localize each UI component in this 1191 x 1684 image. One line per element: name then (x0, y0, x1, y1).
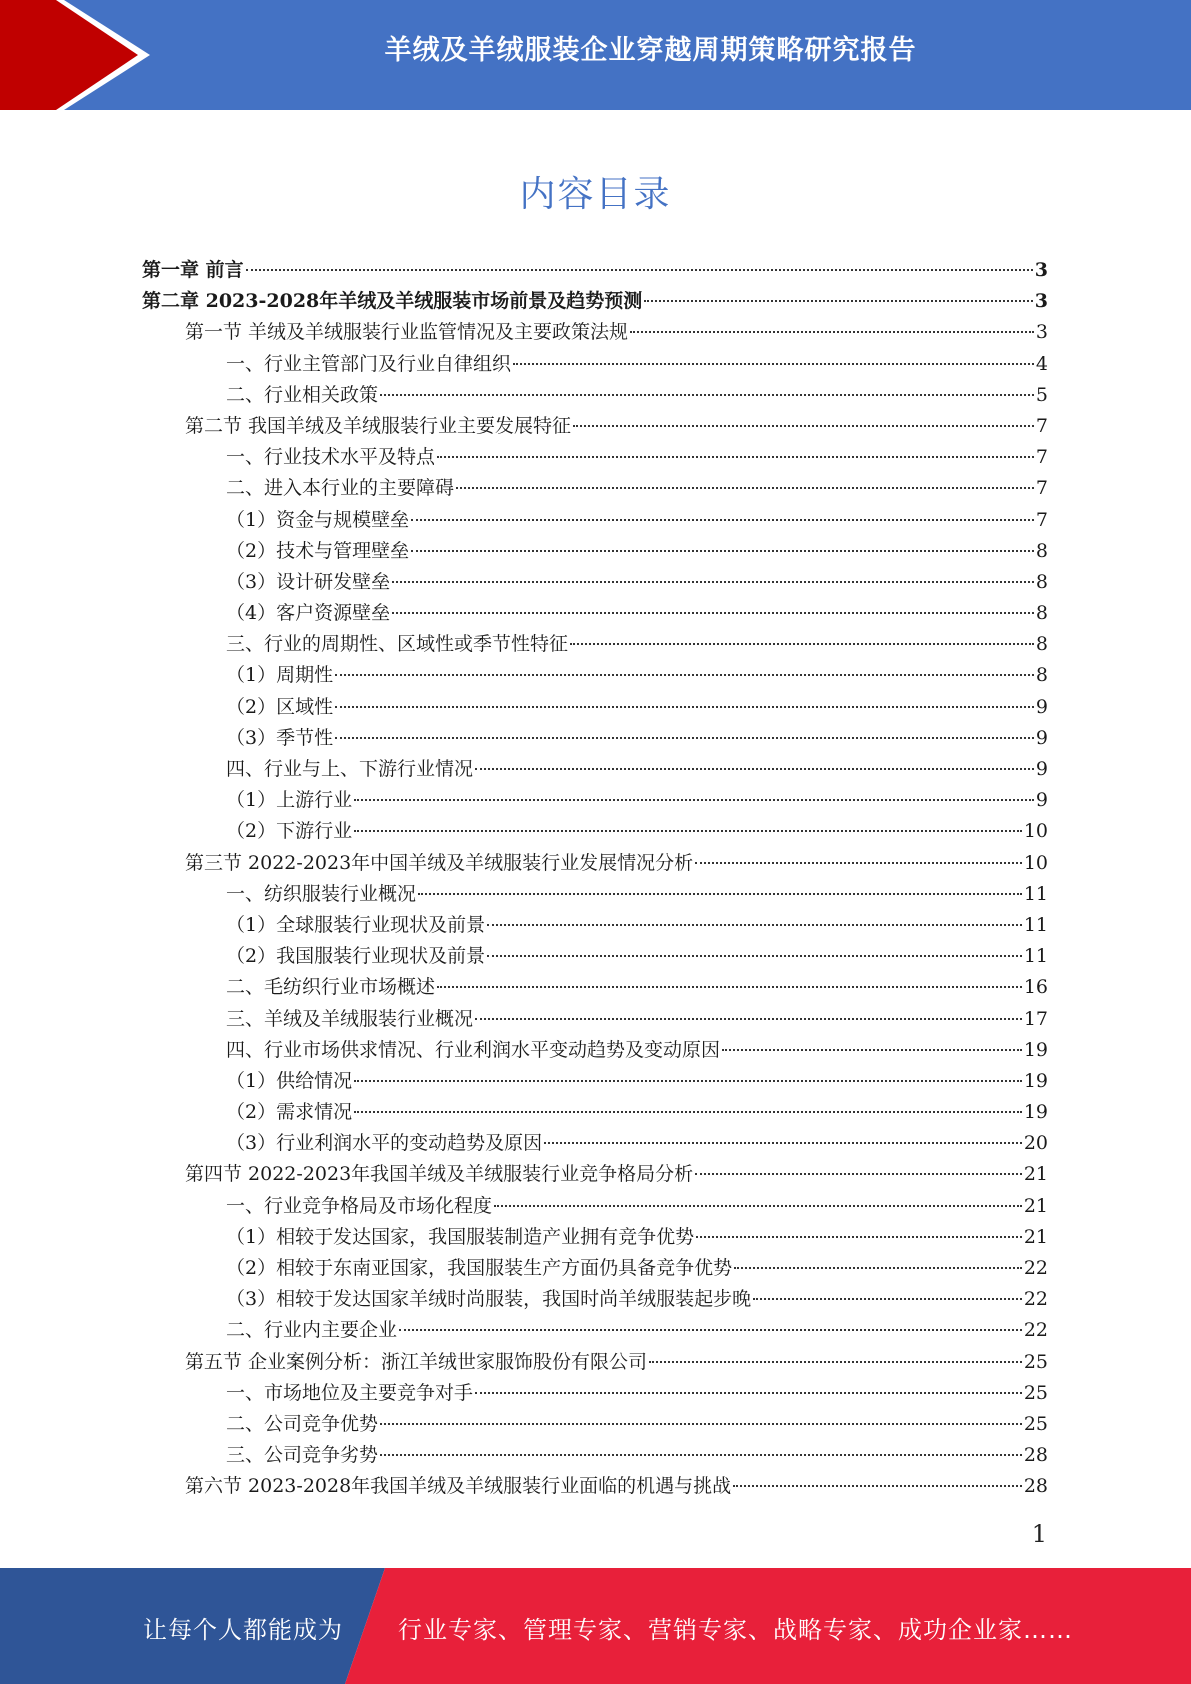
toc-entry-title: （1）供给情况 (226, 1069, 353, 1092)
toc-entry[interactable] (142, 1284, 1048, 1315)
toc-entry-page: 25 (1023, 1381, 1048, 1404)
toc-entry-title: 第六节 2023-2028年我国羊绒及羊绒服装行业面临的机遇与挑战 (185, 1475, 732, 1498)
toc-entry-page: 22 (1023, 1257, 1048, 1279)
toc-entry-page: 20 (1023, 1132, 1048, 1155)
toc-entry-page: 7 (1035, 477, 1048, 500)
toc-dot-leader (649, 1361, 1022, 1363)
page-header (0, 0, 1191, 110)
toc-entry[interactable] (142, 660, 1048, 691)
toc-entry-page: 21 (1023, 1163, 1048, 1186)
toc-entry-title: 第四节 2022-2023年我国羊绒及羊绒服装行业竞争格局分析 (185, 1163, 694, 1186)
toc-dot-leader (335, 674, 1034, 676)
toc-dot-leader (475, 768, 1034, 770)
toc-entry-title: 二、毛纺织行业市场概述 (226, 976, 436, 999)
toc-dot-leader (644, 300, 1033, 302)
toc-entry[interactable] (142, 1471, 1048, 1502)
toc-entry-page: 7 (1035, 414, 1048, 437)
toc-entry-page: 19 (1023, 1038, 1048, 1061)
toc-entry-title: （1）周期性 (226, 664, 334, 687)
toc-dot-leader (695, 1173, 1022, 1175)
toc-entry[interactable] (142, 286, 1048, 317)
toc-entry-page: 11 (1023, 945, 1048, 968)
toc-entry[interactable] (142, 1378, 1048, 1409)
toc-entry-title: （2）需求情况 (226, 1101, 353, 1124)
toc-entry-page: 19 (1023, 1101, 1048, 1124)
toc-entry[interactable] (142, 567, 1048, 598)
toc-entry-page: 21 (1023, 1225, 1048, 1248)
toc-entry-title: （2）我国服装行业现状及前景 (226, 945, 486, 968)
document-title: 羊绒及羊绒服装企业穿越周期策略研究报告 (384, 35, 917, 66)
toc-entry[interactable] (142, 879, 1048, 910)
toc-dot-leader (392, 581, 1034, 583)
toc-dot-leader (475, 1018, 1022, 1020)
toc-entry-title: 三、羊绒及羊绒服装行业概况 (226, 1007, 474, 1030)
toc-entry[interactable] (142, 692, 1048, 723)
toc-entry[interactable] (142, 1066, 1048, 1097)
toc-dot-leader (354, 830, 1022, 832)
toc-entry[interactable] (142, 1347, 1048, 1378)
toc-dot-leader (437, 986, 1022, 988)
toc-dot-leader (753, 1298, 1022, 1300)
toc-dot-leader (696, 1236, 1022, 1238)
toc-entry-page: 11 (1023, 882, 1048, 905)
toc-dot-leader (487, 924, 1022, 926)
toc-entry[interactable] (142, 349, 1048, 380)
toc-entry-title: 第二节 我国羊绒及羊绒服装行业主要发展特征 (185, 414, 572, 437)
toc-entry[interactable] (142, 1440, 1048, 1471)
toc-entry-page: 5 (1035, 383, 1048, 406)
toc-entry[interactable] (142, 1035, 1048, 1066)
toc-entry-title: 第一节 羊绒及羊绒服装行业监管情况及主要政策法规 (185, 321, 629, 344)
toc-entry[interactable] (142, 1004, 1048, 1035)
toc-entry[interactable] (142, 505, 1048, 536)
toc-dot-leader (630, 331, 1034, 333)
toc-entry[interactable] (142, 754, 1048, 785)
toc-entry-title: （3）相较于发达国家羊绒时尚服装，我国时尚羊绒服装起步晚 (226, 1288, 752, 1311)
toc-dot-leader (399, 1329, 1022, 1331)
toc-entry[interactable] (142, 1128, 1048, 1159)
toc-entry-title: （2）技术与管理壁垒 (226, 539, 410, 562)
toc-entry[interactable] (142, 380, 1048, 411)
toc-entry-page: 28 (1023, 1475, 1048, 1498)
toc-dot-leader (246, 269, 1033, 271)
toc-entry[interactable] (142, 816, 1048, 847)
toc-entry-page: 7 (1035, 508, 1048, 531)
toc-entry-title: （2）下游行业 (226, 820, 353, 843)
toc-entry-title: 二、行业相关政策 (226, 383, 379, 406)
toc-entry-title: （4）客户资源壁垒 (226, 602, 391, 625)
toc-dot-leader (573, 425, 1034, 427)
toc-entry[interactable] (142, 473, 1048, 504)
toc-entry-page: 17 (1023, 1007, 1048, 1030)
toc-dot-leader (411, 550, 1034, 552)
toc-entry-page: 9 (1035, 758, 1048, 780)
toc-entry-title: （1）相较于发达国家，我国服装制造产业拥有竞争优势 (226, 1225, 695, 1248)
toc-entry-title: 第五节 企业案例分析：浙江羊绒世家服饰股份有限公司 (185, 1350, 648, 1373)
toc-entry-title: 第三节 2022-2023年中国羊绒及羊绒服装行业发展情况分析 (185, 851, 694, 874)
toc-dot-leader (544, 1142, 1022, 1144)
toc-entry-title: （2）相较于东南亚国家，我国服装生产方面仍具备竞争优势 (226, 1257, 733, 1279)
toc-entry[interactable] (142, 255, 1048, 286)
toc-entry-page: 3 (1035, 321, 1048, 344)
toc-dot-leader (570, 643, 1034, 645)
toc-heading: 内容目录 (519, 174, 672, 215)
toc-dot-leader (487, 955, 1022, 957)
toc-entry-title: 一、行业主管部门及行业自律组织 (226, 352, 512, 375)
toc-entry[interactable] (142, 1191, 1048, 1222)
toc-entry[interactable] (142, 1222, 1048, 1253)
toc-entry-page: 8 (1035, 633, 1048, 656)
toc-dot-leader (354, 1111, 1022, 1113)
toc-dot-leader (695, 862, 1022, 864)
toc-entry-page: 10 (1023, 851, 1048, 874)
toc-dot-leader (354, 1080, 1022, 1082)
toc-entry-page: 28 (1023, 1444, 1048, 1467)
toc-entry[interactable] (142, 1253, 1048, 1284)
toc-entry-title: （1）资金与规模壁垒 (226, 508, 410, 531)
toc-dot-leader (335, 706, 1034, 708)
toc-entry-page: 10 (1023, 820, 1048, 843)
toc-dot-leader (418, 893, 1022, 895)
toc-entry-title: 二、公司竞争优势 (226, 1412, 379, 1435)
toc-entry-title: 一、行业竞争格局及市场化程度 (226, 1194, 493, 1217)
toc-entry-page: 9 (1035, 726, 1048, 749)
toc-entry-title: 一、市场地位及主要竞争对手 (226, 1381, 474, 1404)
toc-entry-page: 8 (1035, 602, 1048, 625)
toc-entry-page: 8 (1035, 539, 1048, 562)
toc-entry-page: 8 (1035, 570, 1048, 593)
toc-entry-title: 二、进入本行业的主要障碍 (226, 477, 455, 500)
toc-entry[interactable] (142, 1097, 1048, 1128)
toc-dot-leader (380, 1454, 1022, 1456)
toc-dot-leader (392, 612, 1034, 614)
toc-dot-leader (513, 363, 1034, 365)
toc-entry[interactable] (142, 317, 1048, 348)
toc-entry-title: 一、行业技术水平及特点 (226, 446, 436, 469)
footer-slogan-right: 行业专家、管理专家、营销专家、战略专家、成功企业家…… (398, 1616, 1073, 1644)
toc-entry-page: 3 (1034, 290, 1048, 313)
toc-entry-title: 三、行业的周期性、区域性或季节性特征 (226, 633, 569, 656)
toc-entry[interactable] (142, 598, 1048, 629)
toc-dot-leader (494, 1205, 1022, 1207)
toc-dot-leader (437, 456, 1034, 458)
toc-dot-leader (380, 394, 1034, 396)
toc-dot-leader (733, 1485, 1022, 1487)
toc-entry-page: 11 (1023, 913, 1048, 936)
toc-entry-title: （3）设计研发壁垒 (226, 570, 391, 593)
toc-entry-page: 19 (1023, 1069, 1048, 1092)
toc-entry-title: （1）全球服装行业现状及前景 (226, 913, 486, 936)
toc-dot-leader (456, 487, 1034, 489)
toc-entry-page: 22 (1023, 1319, 1048, 1342)
toc-entry-page: 8 (1035, 664, 1048, 687)
toc-entry[interactable] (142, 411, 1048, 442)
toc-entry-page: 7 (1035, 446, 1048, 469)
toc-entry-title: （3）季节性 (226, 726, 334, 749)
toc-entry-page: 9 (1035, 789, 1048, 812)
toc-entry-title: 第一章 前言 (142, 259, 244, 281)
toc-entry-title: 二、行业内主要企业 (226, 1319, 398, 1342)
toc-entry-page: 22 (1023, 1288, 1048, 1311)
toc-entry[interactable] (142, 785, 1048, 816)
toc-dot-leader (411, 519, 1034, 521)
toc-entry-title: （3）行业利润水平的变动趋势及原因 (226, 1132, 543, 1155)
footer-slogan-left: 让每个人都能成为 (143, 1616, 343, 1644)
toc-entry[interactable] (142, 1159, 1048, 1190)
toc-entry[interactable] (142, 848, 1048, 879)
toc-entry-page: 9 (1035, 695, 1048, 718)
toc-dot-leader (475, 1392, 1022, 1394)
toc-entry-page: 16 (1023, 976, 1048, 999)
toc-entry[interactable] (142, 910, 1048, 941)
toc-entry-title: （2）区域性 (226, 695, 334, 718)
toc-entry[interactable] (142, 1409, 1048, 1440)
toc-dot-leader (734, 1267, 1022, 1269)
toc-entry[interactable] (142, 536, 1048, 567)
toc-entry[interactable] (142, 442, 1048, 473)
page-number: 1 (1031, 1520, 1047, 1548)
toc-dot-leader (380, 1423, 1022, 1425)
page-footer (0, 1568, 1191, 1684)
toc-entry[interactable] (142, 941, 1048, 972)
toc-dot-leader (354, 799, 1034, 801)
toc-entry-page: 4 (1035, 352, 1048, 375)
toc-entry[interactable] (142, 972, 1048, 1003)
toc-entry-page: 21 (1023, 1194, 1048, 1217)
toc-entry-page: 25 (1023, 1350, 1048, 1373)
toc-entry-title: 第二章 2023-2028年羊绒及羊绒服装市场前景及趋势预测 (142, 290, 643, 313)
toc-entry-title: 三、公司竞争劣势 (226, 1444, 379, 1467)
toc-entry-page: 3 (1034, 259, 1048, 281)
toc-dot-leader (722, 1049, 1022, 1051)
toc-entry[interactable] (142, 1315, 1048, 1346)
toc-dot-leader (335, 737, 1034, 739)
toc-entry-title: （1）上游行业 (226, 789, 353, 812)
toc-entry-title: 四、行业与上、下游行业情况 (226, 758, 474, 780)
toc-entry[interactable] (142, 723, 1048, 754)
table-of-contents (142, 255, 1048, 1503)
toc-entry-title: 一、纺织服装行业概况 (226, 882, 417, 905)
toc-entry-title: 四、行业市场供求情况、行业利润水平变动趋势及变动原因 (226, 1038, 721, 1061)
toc-entry-page: 25 (1023, 1412, 1048, 1435)
toc-entry[interactable] (142, 629, 1048, 660)
